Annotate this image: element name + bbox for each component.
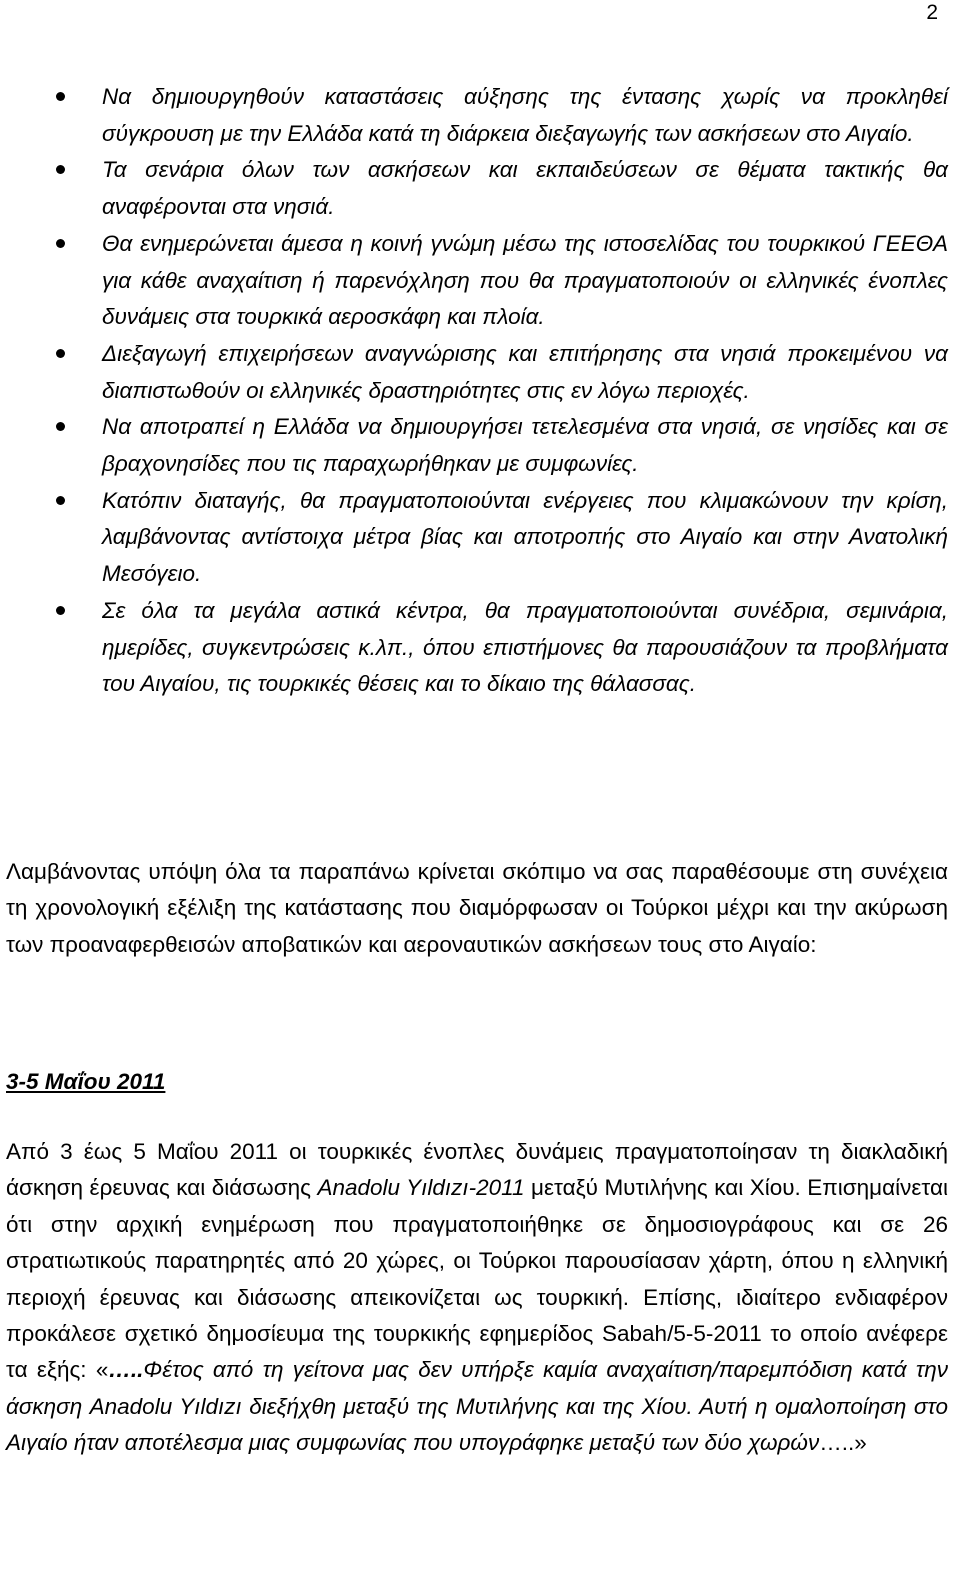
bullet-item [0, 226, 960, 336]
body-text: Από 3 έως 5 Μαΐου 2011 οι τουρκικές ένοπλες δυνάμεις πραγματοποίησαν τη διακλαδική άσκηση έρευνας και διάσωσης [6, 1139, 948, 1201]
bullet-text: Σε όλα τα μεγάλα αστικά κέντρα, θα πραγματοποιούνται συνέδρια, σεμινάρια, ημερίδες, συγκεντρώσεις κ.λπ., όπου επιστήμονες θα παρουσιάζουν τα προβλήματα του Αιγαίου, τις τουρκικές θέσεις και το δίκαιο της θάλασσας. [102, 597, 948, 697]
bullet-text: Να αποτραπεί η Ελλάδα να δημιουργήσει τετελεσμένα στα νησιά, σε νησίδες και σε βραχονησίδες που τις παραχωρήθηκαν με συμφωνίες. [102, 414, 948, 477]
bullet-text: Διεξαγωγή επιχειρήσεων αναγνώρισης και επιτήρησης στα νησιά προκειμένου να διαπιστωθούν οι ελληνικές δραστηριότητες στις εν λόγω περιοχές. [102, 340, 948, 403]
intro-paragraph: Λαμβάνοντας υπόψη όλα τα παραπάνω κρίνεται σκόπιμο να σας παραθέσουμε στη συνέχεια τη χρονολογική εξέλιξη της κατάστασης που διαμόρφωσαν οι Τούρκοι μέχρι και την ακύρωση των προαναφερθεισών αποβατικών και αεροναυτικών ασκήσεων τους στο Αιγαίο: [6, 859, 948, 957]
bullet-item [0, 483, 960, 593]
bullet-item [0, 79, 960, 152]
bullet-item [0, 593, 960, 703]
bullet-text: Τα σενάρια όλων των ασκήσεων και εκπαιδεύσεων σε θέματα τακτικής θα αναφέρονται στα νησιά. [102, 157, 948, 220]
section-heading: 3-5 Μαΐου 2011 [6, 1069, 166, 1094]
body-text: μεταξύ Μυτιλήνης και Χίου. Επισημαίνεται ότι στην αρχική ενημέρωση που πραγματοποιήθηκε σε δημοσιογράφους και σε 26 στρατιωτικούς παρατηρητές από 20 χώρες, οι Τούρκοι παρουσίασαν χάρτη, όπου η ελληνική περιοχή έρευνας και διάσωσης απεικονίζεται ως τουρκική. Επίσης, ιδιαίτερο ενδιαφέρον προκάλεσε σχετικό δημοσίευμα της τουρκικής εφημερίδος Sabah/5-5-2011 το οποίο ανέφερε τα εξής: « [6, 1175, 949, 1383]
bullet-dot-icon [56, 349, 65, 358]
page-number: 2 [926, 1, 938, 24]
bullet-dot-icon [56, 606, 65, 615]
bullet-dot-icon [56, 92, 65, 101]
bullet-text: Να δημιουργηθούν καταστάσεις αύξησης της έντασης χωρίς να προκληθεί σύγκρουση με την Ελλάδα κατά τη διάρκεια διεξαγωγής των ασκήσεων στο Αιγαίο. [102, 84, 948, 146]
quote-closing: …..» [819, 1430, 867, 1456]
bullet-text: Θα ενημερώνεται άμεσα η κοινή γνώμη μέσω της ιστοσελίδας του τουρκικού ΓΕΕΘΑ για κάθε αναχαίτιση ή παρενόχληση που θα πραγματοποιούν οι ελληνικές ένοπλες δυνάμεις στα τουρκικά αεροσκάφη και πλοία. [102, 230, 948, 330]
bullet-dot-icon [56, 239, 65, 248]
newspaper-quote: Φέτος από τη γείτονα μας δεν υπήρξε καμία αναχαίτιση/παρεμπόδιση κατά την άσκηση Anadolu Yıldızı διεξήχθη μεταξύ της Μυτιλήνης και της Χίου. Αυτή η ομαλοποίηση στο Αιγαίο ήταν αποτέλεσμα μιας συμφωνίας που υπογράφηκε μεταξύ των δύο χωρών [6, 1357, 948, 1456]
exercise-name: Anadolu Yıldızı-2011 [317, 1175, 525, 1201]
bullet-list [0, 79, 960, 703]
quote-ellipsis: ….. [108, 1357, 144, 1383]
bullet-item [0, 152, 960, 225]
body-paragraph [6, 1134, 948, 1462]
bullet-item [0, 336, 960, 409]
bullet-dot-icon [56, 496, 65, 505]
bullet-item [0, 409, 960, 482]
bullet-dot-icon [56, 422, 65, 431]
bullet-dot-icon [56, 165, 65, 174]
bullet-text: Κατόπιν διαταγής, θα πραγματοποιούνται ενέργειες που κλιμακώνουν την κρίση, λαμβάνοντας αντίστοιχα μέτρα βίας και αποτροπής στο Αιγαίο και στην Ανατολική Μεσόγειο. [102, 487, 948, 587]
